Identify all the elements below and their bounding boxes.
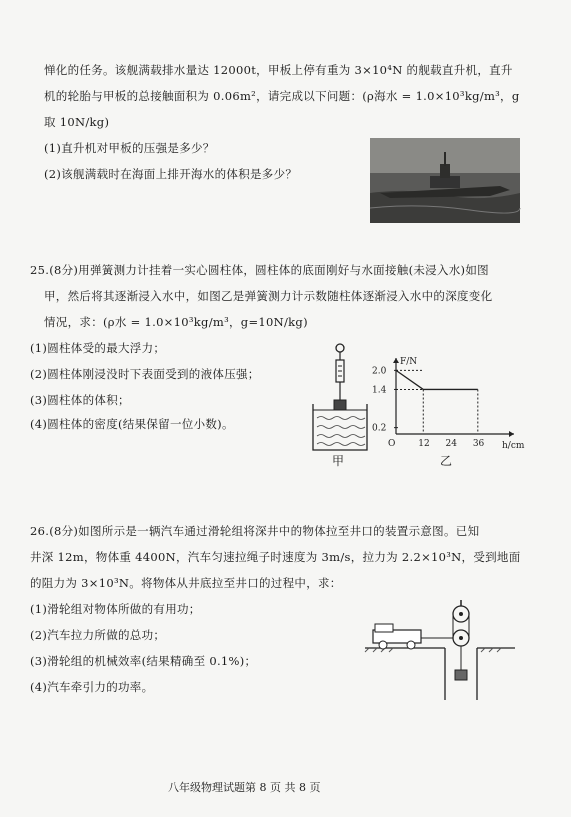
figure-b-label: 乙	[440, 454, 453, 468]
q24-line-1: 惮化的任务。该舰满载排水量达 12000t，甲板上停有重为 3×10⁴N 的舰载直升机，直升	[44, 63, 513, 77]
q24-line-3: 取 10N/kg)	[44, 115, 110, 129]
warship-photo	[370, 138, 520, 223]
q25-sub-4: (4)圆柱体的密度(结果保留一位小数)。	[30, 417, 234, 431]
y-axis-arrow	[393, 358, 399, 363]
q24-line-2: 机的轮胎与甲板的总接触面积为 0.06m²，请完成以下问题：(ρ海水 = 1.0×10³kg/m³，g	[44, 89, 520, 103]
q25-line-3: 情况，求：(ρ水 = 1.0×10³kg/m³，g=10N/kg)	[44, 315, 308, 329]
q26-line-2: 井深 12m，物体重 4400N，汽车匀速拉绳子时速度为 3m/s，拉力为 2.2×10³N，受到地面	[30, 550, 521, 564]
y-axis-label: F/N	[400, 357, 418, 367]
q25-line-2: 甲，然后将其逐渐浸入水中，如图乙是弹簧测力计示数随柱体逐渐浸入水中的深度变化	[44, 289, 493, 303]
q25-sub-2: (2)圆柱体刚浸没时下表面受到的液体压强；	[30, 367, 260, 381]
x-axis-arrow	[509, 431, 514, 437]
q26-line-1: 26.(8分)如图所示是一辆汽车通过滑轮组将深井中的物体拉至井口的装置示意图。已知	[30, 524, 480, 538]
force-line	[396, 370, 478, 389]
q26-sub-4: (4)汽车牵引力的功率。	[30, 680, 154, 694]
q26-sub-3: (3)滑轮组的机械效率(结果精确至 0.1%)；	[30, 654, 257, 668]
figure-spring-scale	[305, 340, 375, 455]
q26-sub-1: (1)滑轮组对物体所做的有用功；	[30, 602, 201, 616]
x-tick-label: 12	[418, 439, 430, 449]
q26-sub-2: (2)汽车拉力所做的总功；	[30, 628, 166, 642]
x-tick-label: 24	[445, 439, 457, 449]
y-tick-label: 1.4	[372, 385, 387, 396]
y-tick-label: 0.2	[372, 423, 387, 434]
y-tick-label: 2.0	[372, 366, 387, 377]
q24-sub-2: (2)该舰满载时在海面上排开海水的体积是多少？	[44, 167, 298, 181]
q26-line-3: 的阻力为 3×10³N。将物体从井底拉至井口的过程中，求：	[30, 576, 342, 590]
force-depth-chart	[370, 352, 525, 452]
q24-sub-1: (1)直升机对甲板的压强是多少？	[44, 141, 215, 155]
x-axis-label: h/cm	[502, 441, 525, 451]
q25-line-1: 25.(8分)用弹簧测力计挂着一实心圆柱体，圆柱体的底面刚好与水面接触(未浸入水)如图	[30, 263, 489, 277]
page-footer: 八年级物理试题第 8 页 共 8 页	[168, 781, 321, 794]
origin-label: O	[388, 439, 396, 449]
figure-a-label: 甲	[332, 454, 345, 468]
x-tick-label: 36	[472, 439, 485, 449]
q25-sub-3: (3)圆柱体的体积；	[30, 393, 130, 407]
q25-sub-1: (1)圆柱体受的最大浮力；	[30, 341, 166, 355]
figure-pulley-car	[365, 600, 515, 700]
